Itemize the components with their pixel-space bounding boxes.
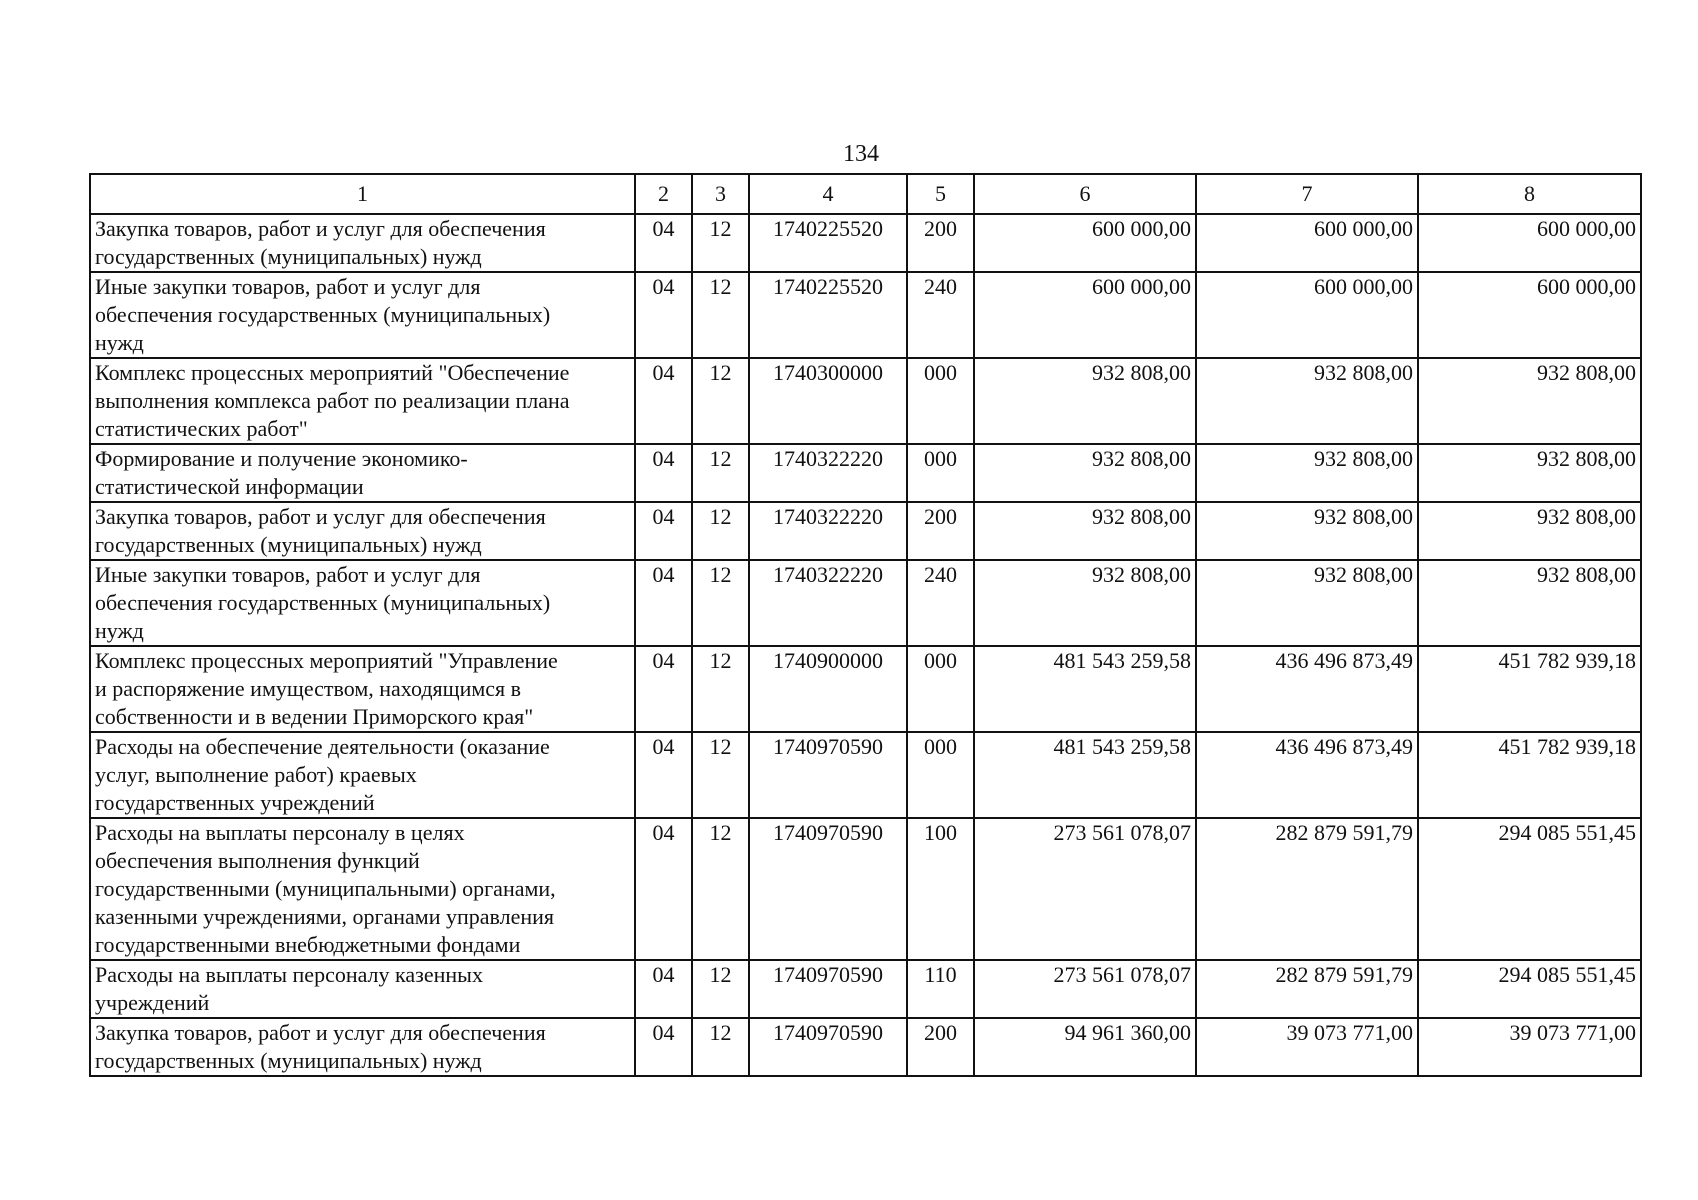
amount-col6-cell	[974, 444, 1196, 502]
amount-col7-cell-text: 932 808,00	[1314, 504, 1413, 529]
amount-col8-cell	[1418, 818, 1641, 960]
target-article-cell-text: 1740225520	[773, 274, 883, 299]
expense-type-cell	[907, 560, 974, 646]
table-body	[90, 214, 1641, 1076]
expense-type-cell	[907, 272, 974, 358]
amount-col8-cell-text: 294 085 551,45	[1498, 962, 1636, 987]
row-name-cell	[90, 646, 635, 732]
expense-type-cell-text: 200	[924, 216, 957, 241]
section-code-cell	[635, 960, 692, 1018]
amount-col7-cell	[1196, 560, 1418, 646]
subsection-code-cell-text: 12	[709, 648, 732, 673]
header-row	[90, 174, 1641, 214]
subsection-code-cell	[692, 214, 749, 272]
amount-col8-cell-text: 932 808,00	[1537, 360, 1636, 385]
section-code-cell	[635, 646, 692, 732]
subsection-code-cell	[692, 732, 749, 818]
table-row	[90, 444, 1641, 502]
subsection-code-cell-text: 12	[709, 734, 732, 759]
amount-col6-cell-text: 932 808,00	[1092, 446, 1191, 471]
subsection-code-cell-text: 12	[709, 1020, 732, 1045]
amount-col7-cell-text: 39 073 771,00	[1286, 1020, 1413, 1045]
subsection-code-cell	[692, 960, 749, 1018]
expense-type-cell	[907, 818, 974, 960]
section-code-cell	[635, 444, 692, 502]
amount-col8-cell-text: 600 000,00	[1537, 274, 1636, 299]
amount-col6-cell	[974, 214, 1196, 272]
row-name-cell-text: Комплекс процессных мероприятий "Управление и распоряжение имуществом, находящимся в собственности и в ведении Приморского края"	[95, 648, 558, 729]
amount-col6-cell	[974, 732, 1196, 818]
row-name-cell	[90, 960, 635, 1018]
section-code-cell	[635, 732, 692, 818]
section-code-cell	[635, 1018, 692, 1076]
subsection-code-cell-text: 12	[709, 962, 732, 987]
column-header: 4	[749, 174, 907, 214]
row-name-cell-text: Закупка товаров, работ и услуг для обеспечения государственных (муниципальных) нужд	[95, 1020, 546, 1073]
amount-col6-cell-text: 481 543 259,58	[1053, 734, 1191, 759]
expense-type-cell-text: 110	[924, 962, 957, 987]
row-name-cell-text: Расходы на выплаты персоналу казенных учреждений	[95, 962, 483, 1015]
target-article-cell	[749, 444, 907, 502]
target-article-cell	[749, 818, 907, 960]
row-name-cell-text: Закупка товаров, работ и услуг для обеспечения государственных (муниципальных) нужд	[95, 504, 546, 557]
amount-col7-cell-text: 282 879 591,79	[1275, 962, 1413, 987]
amount-col8-cell-text: 600 000,00	[1537, 216, 1636, 241]
amount-col8-cell-text: 451 782 939,18	[1498, 734, 1636, 759]
subsection-code-cell	[692, 358, 749, 444]
amount-col8-cell-text: 39 073 771,00	[1509, 1020, 1636, 1045]
amount-col7-cell	[1196, 646, 1418, 732]
table-row	[90, 1018, 1641, 1076]
target-article-cell	[749, 1018, 907, 1076]
expense-type-cell-text: 240	[924, 562, 957, 587]
amount-col8-cell	[1418, 646, 1641, 732]
amount-col7-cell-text: 282 879 591,79	[1275, 820, 1413, 845]
row-name-cell-text: Расходы на выплаты персоналу в целях обеспечения выполнения функций государственными (муниципальными) органами, казенными учреждениями, органами управления государственными внебюджетными фондами	[95, 820, 556, 957]
subsection-code-cell	[692, 444, 749, 502]
target-article-cell-text: 1740970590	[773, 734, 883, 759]
amount-col8-cell	[1418, 560, 1641, 646]
row-name-cell-text: Иные закупки товаров, работ и услуг для обеспечения государственных (муниципальных) нужд	[95, 562, 551, 643]
expense-type-cell-text: 240	[924, 274, 957, 299]
expense-type-cell-text: 100	[924, 820, 957, 845]
amount-col7-cell	[1196, 1018, 1418, 1076]
section-code-cell-text: 04	[652, 734, 675, 759]
column-header: 7	[1196, 174, 1418, 214]
amount-col6-cell-text: 932 808,00	[1092, 562, 1191, 587]
row-name-cell-text: Формирование и получение экономико- статистической информации	[95, 446, 468, 499]
section-code-cell-text: 04	[652, 962, 675, 987]
amount-col6-cell	[974, 358, 1196, 444]
column-header: 5	[907, 174, 974, 214]
amount-col7-cell-text: 932 808,00	[1314, 360, 1413, 385]
target-article-cell	[749, 960, 907, 1018]
table-row	[90, 502, 1641, 560]
target-article-cell	[749, 272, 907, 358]
target-article-cell	[749, 560, 907, 646]
amount-col6-cell	[974, 818, 1196, 960]
subsection-code-cell	[692, 646, 749, 732]
amount-col8-cell	[1418, 1018, 1641, 1076]
expense-type-cell-text: 000	[924, 446, 957, 471]
table-row	[90, 646, 1641, 732]
column-header: 6	[974, 174, 1196, 214]
row-name-cell	[90, 732, 635, 818]
row-name-cell	[90, 818, 635, 960]
target-article-cell-text: 1740322220	[773, 446, 883, 471]
subsection-code-cell-text: 12	[709, 216, 732, 241]
row-name-cell-text: Комплекс процессных мероприятий "Обеспечение выполнения комплекса работ по реализации плана статистических работ"	[95, 360, 570, 441]
table-row	[90, 560, 1641, 646]
section-code-cell-text: 04	[652, 216, 675, 241]
amount-col6-cell	[974, 1018, 1196, 1076]
table-row	[90, 818, 1641, 960]
expense-type-cell	[907, 502, 974, 560]
amount-col6-cell-text: 932 808,00	[1092, 504, 1191, 529]
amount-col7-cell-text: 600 000,00	[1314, 274, 1413, 299]
expense-type-cell-text: 000	[924, 734, 957, 759]
amount-col7-cell	[1196, 818, 1418, 960]
expense-type-cell	[907, 1018, 974, 1076]
subsection-code-cell-text: 12	[709, 274, 732, 299]
section-code-cell-text: 04	[652, 360, 675, 385]
expense-type-cell	[907, 444, 974, 502]
table-row	[90, 358, 1641, 444]
row-name-cell	[90, 502, 635, 560]
row-name-cell	[90, 272, 635, 358]
expense-type-cell-text: 000	[924, 360, 957, 385]
section-code-cell-text: 04	[652, 562, 675, 587]
amount-col8-cell-text: 451 782 939,18	[1498, 648, 1636, 673]
amount-col7-cell	[1196, 502, 1418, 560]
expense-type-cell	[907, 732, 974, 818]
column-header: 8	[1418, 174, 1641, 214]
amount-col7-cell	[1196, 272, 1418, 358]
table-row	[90, 732, 1641, 818]
row-name-cell	[90, 444, 635, 502]
amount-col8-cell	[1418, 272, 1641, 358]
section-code-cell-text: 04	[652, 648, 675, 673]
target-article-cell-text: 1740970590	[773, 820, 883, 845]
section-code-cell	[635, 358, 692, 444]
subsection-code-cell	[692, 502, 749, 560]
amount-col7-cell-text: 436 496 873,49	[1275, 734, 1413, 759]
target-article-cell	[749, 646, 907, 732]
target-article-cell-text: 1740225520	[773, 216, 883, 241]
subsection-code-cell	[692, 272, 749, 358]
subsection-code-cell-text: 12	[709, 820, 732, 845]
section-code-cell	[635, 272, 692, 358]
subsection-code-cell-text: 12	[709, 562, 732, 587]
section-code-cell	[635, 818, 692, 960]
section-code-cell-text: 04	[652, 504, 675, 529]
amount-col6-cell-text: 273 561 078,07	[1053, 962, 1191, 987]
amount-col6-cell-text: 94 961 360,00	[1064, 1020, 1191, 1045]
subsection-code-cell-text: 12	[709, 504, 732, 529]
amount-col6-cell-text: 932 808,00	[1092, 360, 1191, 385]
expense-type-cell	[907, 214, 974, 272]
amount-col6-cell	[974, 960, 1196, 1018]
column-header: 3	[692, 174, 749, 214]
amount-col8-cell	[1418, 960, 1641, 1018]
target-article-cell	[749, 502, 907, 560]
page-number: 134	[843, 141, 879, 167]
expense-type-cell-text: 200	[924, 504, 957, 529]
amount-col8-cell	[1418, 444, 1641, 502]
table-row	[90, 960, 1641, 1018]
table-row	[90, 272, 1641, 358]
expense-type-cell	[907, 960, 974, 1018]
amount-col8-cell-text: 932 808,00	[1537, 562, 1636, 587]
column-header: 2	[635, 174, 692, 214]
section-code-cell-text: 04	[652, 274, 675, 299]
amount-col7-cell-text: 436 496 873,49	[1275, 648, 1413, 673]
table-row	[90, 214, 1641, 272]
column-header: 1	[90, 174, 635, 214]
amount-col6-cell-text: 273 561 078,07	[1053, 820, 1191, 845]
subsection-code-cell-text: 12	[709, 360, 732, 385]
amount-col6-cell-text: 600 000,00	[1092, 216, 1191, 241]
subsection-code-cell-text: 12	[709, 446, 732, 471]
amount-col7-cell-text: 932 808,00	[1314, 446, 1413, 471]
amount-col6-cell	[974, 646, 1196, 732]
amount-col8-cell-text: 932 808,00	[1537, 504, 1636, 529]
target-article-cell	[749, 358, 907, 444]
amount-col8-cell	[1418, 732, 1641, 818]
row-name-cell-text: Закупка товаров, работ и услуг для обеспечения государственных (муниципальных) нужд	[95, 216, 546, 269]
target-article-cell	[749, 732, 907, 818]
row-name-cell	[90, 560, 635, 646]
budget-table	[89, 173, 1642, 1077]
subsection-code-cell	[692, 560, 749, 646]
target-article-cell-text: 1740322220	[773, 562, 883, 587]
expense-type-cell	[907, 358, 974, 444]
amount-col7-cell	[1196, 358, 1418, 444]
row-name-cell	[90, 1018, 635, 1076]
section-code-cell	[635, 560, 692, 646]
amount-col6-cell	[974, 272, 1196, 358]
target-article-cell-text: 1740300000	[773, 360, 883, 385]
row-name-cell-text: Расходы на обеспечение деятельности (оказание услуг, выполнение работ) краевых государственных учреждений	[95, 734, 550, 815]
row-name-cell	[90, 214, 635, 272]
section-code-cell-text: 04	[652, 1020, 675, 1045]
section-code-cell-text: 04	[652, 446, 675, 471]
row-name-cell	[90, 358, 635, 444]
section-code-cell-text: 04	[652, 820, 675, 845]
amount-col6-cell-text: 600 000,00	[1092, 274, 1191, 299]
amount-col6-cell	[974, 502, 1196, 560]
amount-col6-cell	[974, 560, 1196, 646]
amount-col8-cell-text: 932 808,00	[1537, 446, 1636, 471]
amount-col7-cell	[1196, 732, 1418, 818]
target-article-cell-text: 1740900000	[773, 648, 883, 673]
amount-col7-cell	[1196, 214, 1418, 272]
subsection-code-cell	[692, 1018, 749, 1076]
expense-type-cell-text: 200	[924, 1020, 957, 1045]
expense-type-cell	[907, 646, 974, 732]
amount-col6-cell-text: 481 543 259,58	[1053, 648, 1191, 673]
amount-col7-cell	[1196, 960, 1418, 1018]
expense-type-cell-text: 000	[924, 648, 957, 673]
amount-col8-cell-text: 294 085 551,45	[1498, 820, 1636, 845]
amount-col7-cell-text: 600 000,00	[1314, 216, 1413, 241]
amount-col8-cell	[1418, 214, 1641, 272]
target-article-cell	[749, 214, 907, 272]
section-code-cell	[635, 214, 692, 272]
target-article-cell-text: 1740970590	[773, 962, 883, 987]
subsection-code-cell	[692, 818, 749, 960]
amount-col7-cell	[1196, 444, 1418, 502]
amount-col8-cell	[1418, 358, 1641, 444]
section-code-cell	[635, 502, 692, 560]
row-name-cell-text: Иные закупки товаров, работ и услуг для обеспечения государственных (муниципальных) нужд	[95, 274, 551, 355]
amount-col7-cell-text: 932 808,00	[1314, 562, 1413, 587]
target-article-cell-text: 1740970590	[773, 1020, 883, 1045]
amount-col8-cell	[1418, 502, 1641, 560]
target-article-cell-text: 1740322220	[773, 504, 883, 529]
